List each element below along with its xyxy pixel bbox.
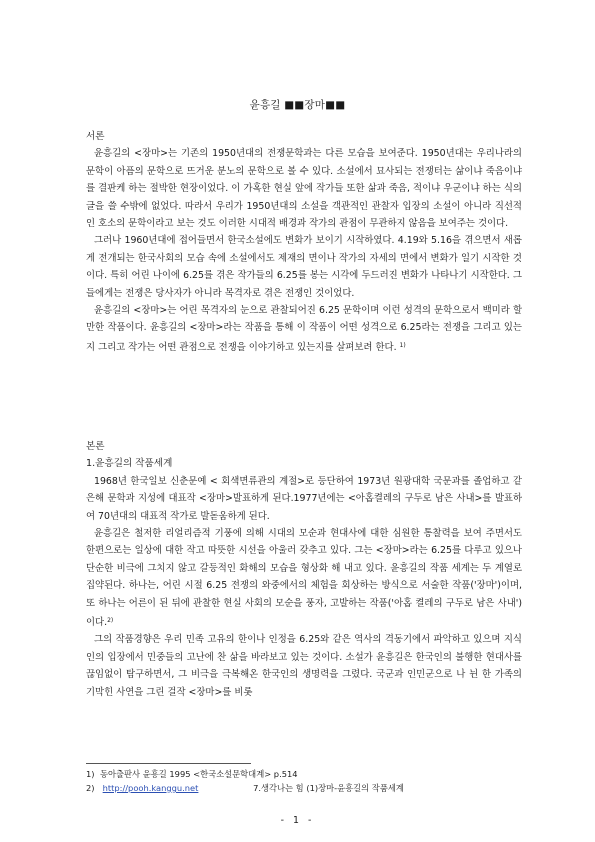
paragraph: 윤흥길의 <장마>는 기존의 1950년대의 전쟁문학과는 다른 모습을 보여준다. 1950년대는 우리나라의 문학이 아픔의 문학으로 뜨거운 분노의 문학으로 볼 수 있다. 소설에서 묘사되는 전쟁터는 삶이냐 죽음이냐를 결판케 하는 절박한 현장이었다. 이 가혹한 현실 앞에 작가들 또한 삶과 죽음, 적이냐 우군이냐 하는 식의 글을 쓸 수밖에 없었다. 따라서 우리가 1950년대의 소설을 객관적인 관찰자 입장의 소설이 아니라 직선적인 호소의 문학이라고 보는 것도 이러한 시대적 배경과 작가의 관점이 무관하지 않음을 보여주는 것이다.	[86, 148, 522, 230]
paragraph: 1968년 한국일보 신춘문예 < 회색면류관의 계절>로 등단하여 1973년 원광대학 국문과를 졸업하고 같은해 문학과 지성에 대표작 <장마>발표하게 된다.1977년에는 <아홉켤레의 구두로 남은 사내>를 발표하여 70년대의 대표적 작가로 발돋움하게 된다.	[86, 475, 522, 522]
section-body	[86, 438, 522, 701]
footnote-number: 2)	[86, 783, 95, 793]
paragraph-text: 윤흥길은 철저한 리얼리즘적 기풍에 의해 시대의 모순과 현대사에 대한 심원한 통찰력을 보여 주면서도 한편으로는 일상에 대한 작고 따뜻한 시선을 아울러 갖추고 있다. 그는 <장마>라는 6.25를 다루고 있으나 단순한 비극에 그치지 않고 갈등적인 화해의 모습을 형상화 해 내고 있다. 윤흥길의 작품 세계는 두 계열로 집약된다. 하나는, 어린 시절 6.25 전쟁의 와중에서의 체험을 회상하는 방식으로 서술한 작품('장마')이며, 또 하나는 어른이 된 뒤에 관찰한 현실 사회의 모순을 풍자, 고발하는 작품('아홉 켤레의 구두로 남은 사내')이다.	[86, 528, 522, 629]
footnote-link[interactable]: http://pooh.kanggu.net	[102, 783, 199, 793]
footnote-mark: 1)	[399, 341, 406, 349]
page-title: 윤흥길 ■■장마■■	[249, 99, 346, 111]
footnote-item	[86, 767, 526, 781]
footnote-item	[86, 781, 526, 795]
footnote-number: 1)	[86, 769, 95, 779]
footnote-divider	[86, 763, 251, 764]
footnote-text: 동아출판사 윤흥길 1995 <한국소설문학대계> p.514	[100, 769, 298, 779]
page-number: - 1 -	[280, 815, 315, 826]
paragraph-text: 윤흥길의 <장마>는 어린 목격자의 눈으로 관찰되어진 6.25 문학이며 이런 성격의 문학으로서 백미라 할 만한 작품이다. 윤흥길의 <장마>라는 작품을 통해 이 작품이 어떤 성격으로 6.25라는 전쟁을 그리고 있는지 그리고 작가는 어떤 관점으로 전쟁을 이야기하고 있는지를 살펴보려 한다.	[86, 305, 522, 353]
paragraph	[86, 525, 522, 631]
footnotes	[86, 767, 526, 795]
paragraph: 그러나 1960년대에 접어들면서 한국소설에도 변화가 보이기 시작하였다. 4.19와 5.16을 겪으면서 새롭게 전개되는 한국사회의 모습 속에 소설에서도 제재의 면이나 작가의 자세의 면에서 변화가 일기 시작한 것이다. 특히 어린 나이에 6.25를 겪은 작가들의 6.25를 봉는 시각에 두드러진 변화가 나타나기 시작한다. 그들에게는 전쟁은 당사자가 아니라 목격자로 겪은 전쟁인 것이었다.	[86, 235, 522, 299]
section-heading: 본론	[86, 441, 105, 452]
section-heading: 서론	[86, 131, 105, 142]
footnote-mark: 2)	[107, 617, 114, 625]
paragraph	[86, 302, 522, 356]
section-introduction	[86, 128, 522, 356]
paragraph: 그의 작품경향은 우리 민족 고유의 한이나 인정을 6.25와 같은 역사의 격동기에서 파악하고 있으며 지식인의 입장에서 민중들의 고난에 찬 삶을 바라보고 있는 것이다. 소설가 윤흥길은 한국인의 불행한 현대사를 끊임없이 탐구하면서, 그 비극을 극복해온 한국인의 생명력을 그렸다. 국군과 인민군으로 나 뉜 한 가족의 기막힌 사연을 그린 걸작 <장마>를 비롯	[86, 634, 522, 698]
footnote-text: 7.생각나는 힘 (1)장마-윤흥길의 작품세계	[253, 783, 404, 793]
subsection-heading: 1.윤흥길의 작품세계	[86, 458, 173, 470]
